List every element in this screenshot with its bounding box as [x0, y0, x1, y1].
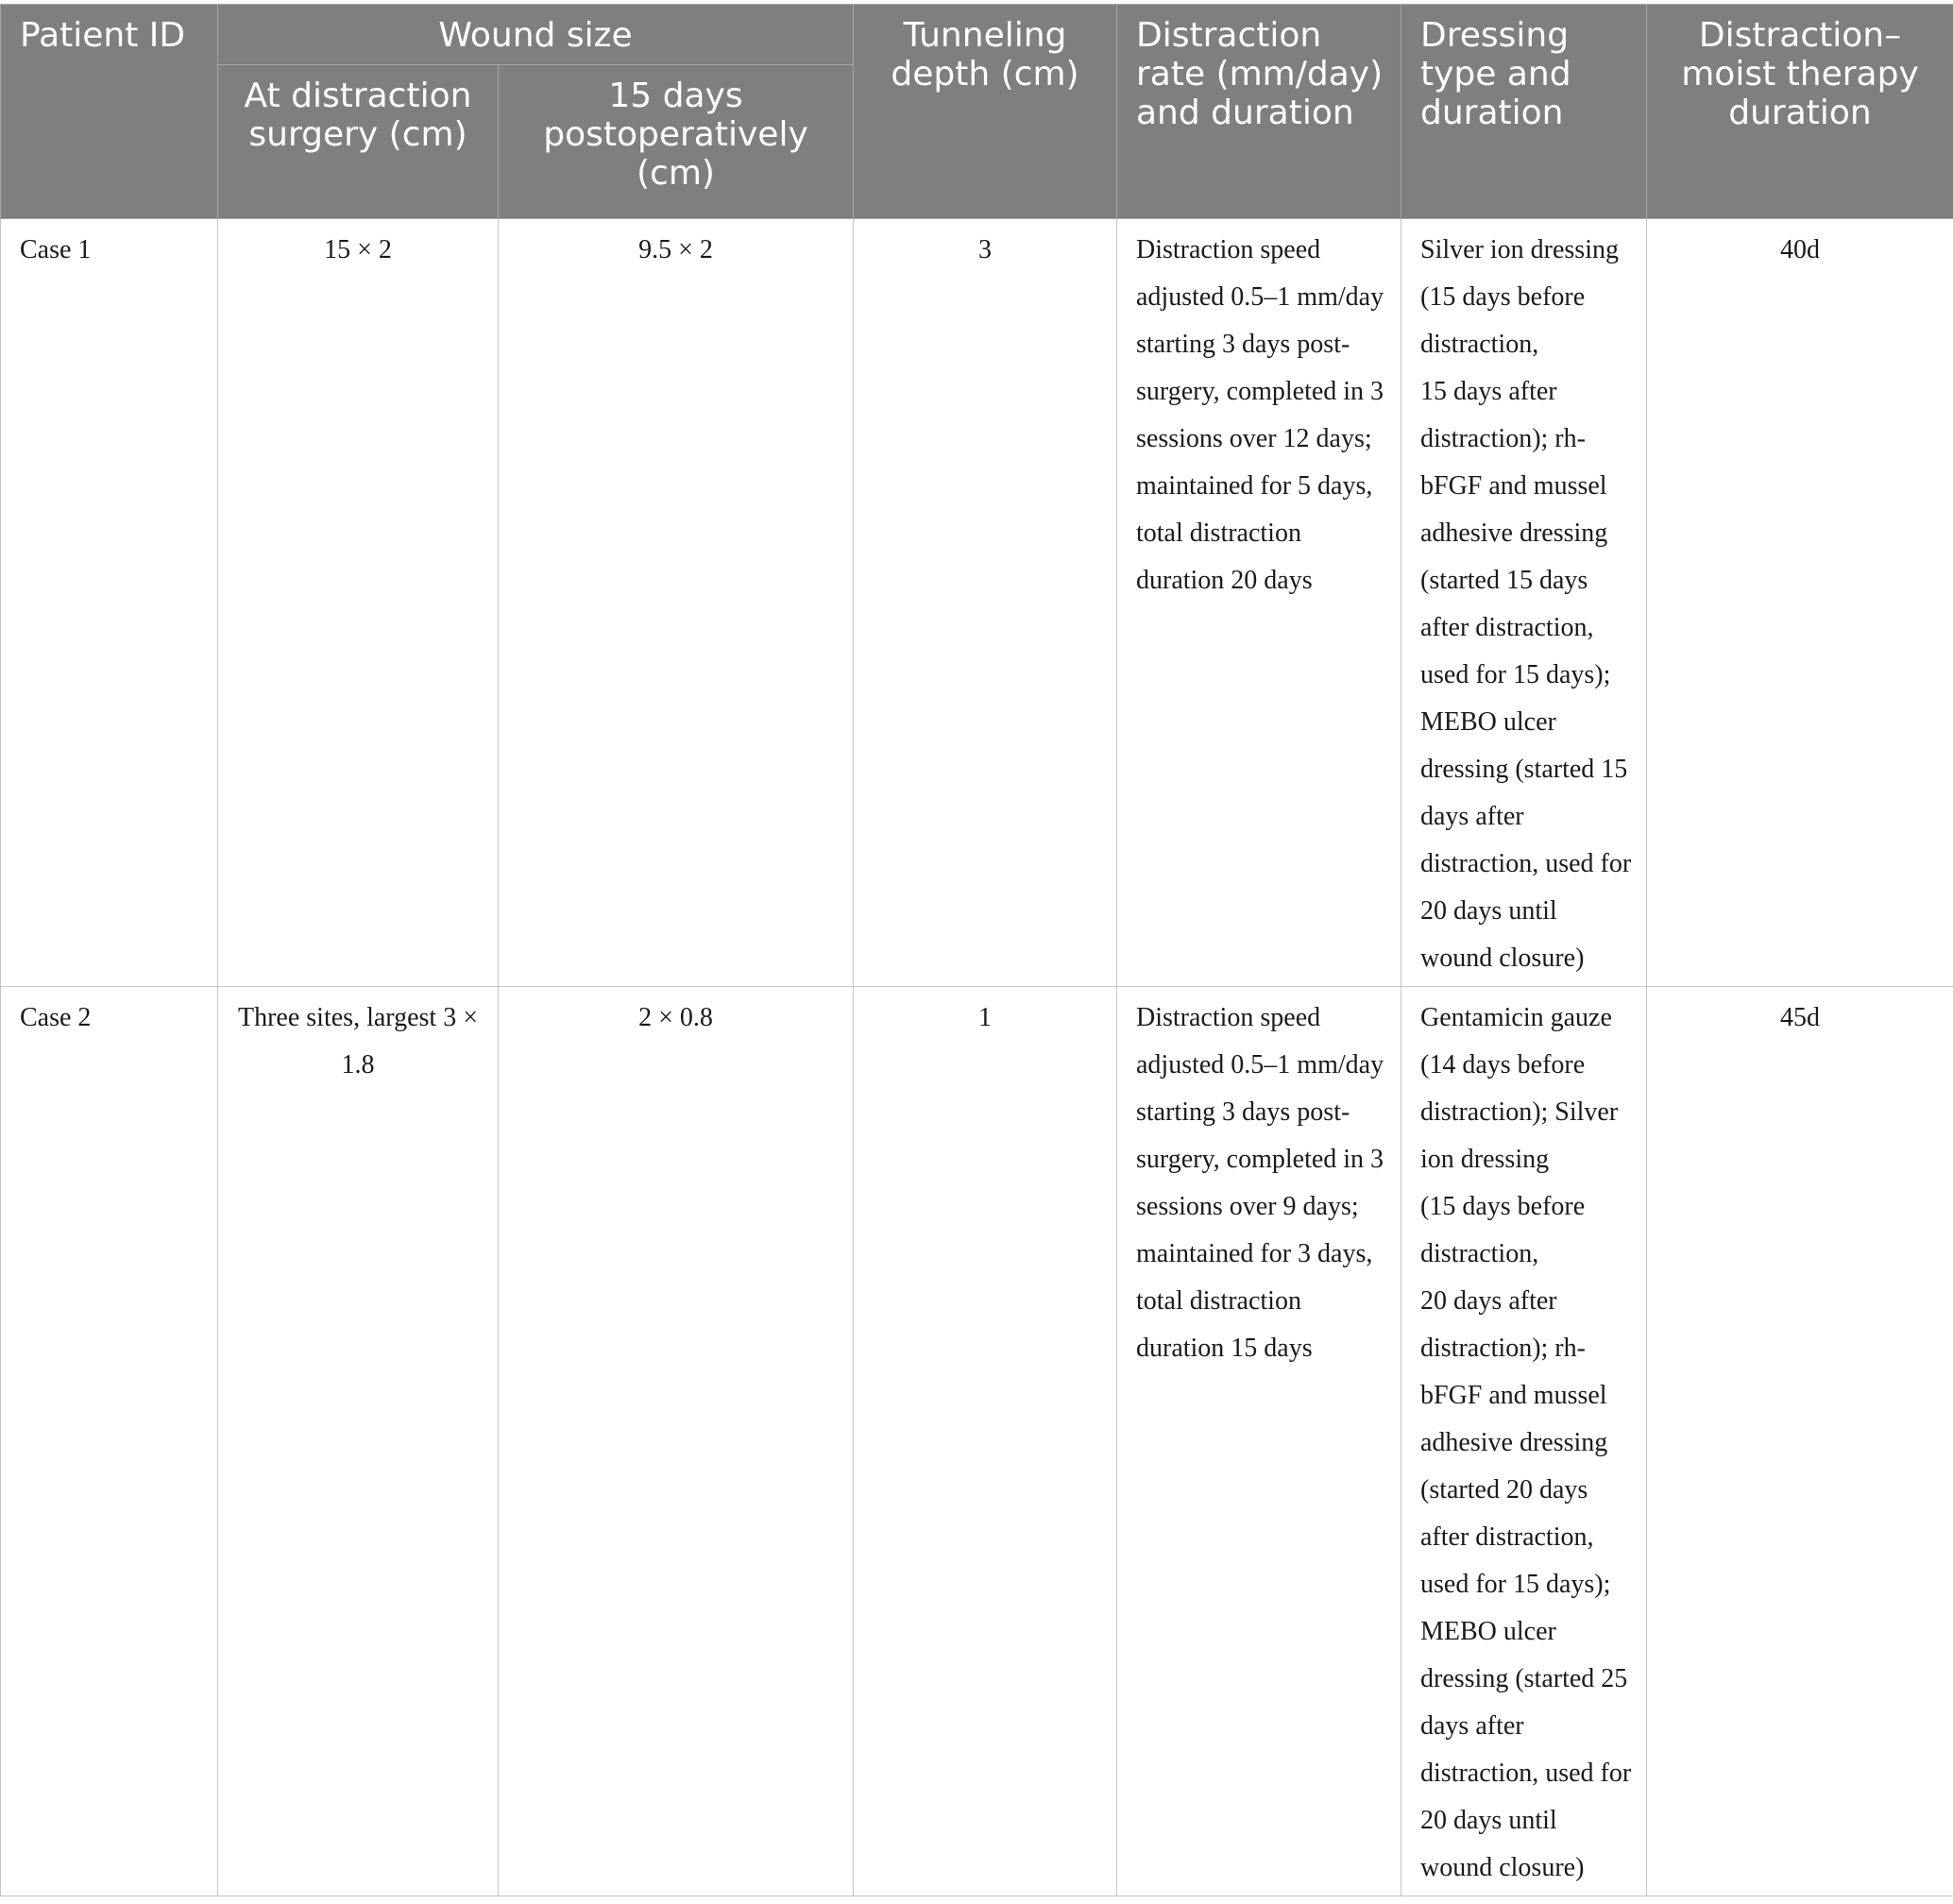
- cell-therapy-duration: 45d: [1647, 987, 1953, 1896]
- header-distraction-rate: Distraction rate (mm/day) and duration: [1117, 5, 1401, 219]
- cell-wound-postop-15: 2 × 0.8: [499, 987, 854, 1896]
- cell-dressing: Gentamicin gauze (14 days before distraction); Silver ion dressing (15 days before distraction, 20 days after distraction); rh-bFGF and mussel adhesive dressing (started 20 days after distraction, used for 15 days); MEBO ulcer dressing (started 25 days after distraction, used for 20 days until wound closure): [1401, 987, 1647, 1896]
- cell-wound-postop-15: 9.5 × 2: [499, 219, 854, 987]
- cell-tunneling-depth: 3: [854, 219, 1117, 987]
- cell-wound-at-distraction: 15 × 2: [218, 219, 499, 987]
- header-dressing: Dressing type and duration: [1401, 5, 1647, 219]
- cell-distraction-rate: Distraction speed adjusted 0.5–1 mm/day starting 3 days post-surgery, completed in 3 sessions over 12 days; maintained for 5 days, total distraction duration 20 days: [1117, 219, 1401, 987]
- cell-distraction-rate: Distraction speed adjusted 0.5–1 mm/day starting 3 days post-surgery, completed in 3 sessions over 9 days; maintained for 3 days, total distraction duration 15 days: [1117, 987, 1401, 1896]
- table-row: [1, 219, 1953, 987]
- table-header: [1, 5, 1953, 219]
- header-at-distraction-surgery: At distraction surgery (cm): [218, 65, 499, 219]
- header-patient-id: Patient ID: [1, 5, 218, 219]
- table-body: [1, 219, 1953, 1896]
- cell-wound-at-distraction: Three sites, largest 3 × 1.8: [218, 987, 499, 1896]
- header-postop-15-days: 15 days postoperatively (cm): [499, 65, 854, 219]
- cell-patient-id: Case 2: [1, 987, 218, 1896]
- table-row: [1, 987, 1953, 1896]
- cell-tunneling-depth: 1: [854, 987, 1117, 1896]
- cell-patient-id: Case 1: [1, 219, 218, 987]
- clinical-data-table: [0, 4, 1953, 1896]
- header-row-1: [1, 5, 1953, 65]
- header-wound-size: Wound size: [218, 5, 854, 65]
- cell-dressing: Silver ion dressing (15 days before distraction, 15 days after distraction); rh-bFGF and mussel adhesive dressing (started 15 days after distraction, used for 15 days); MEBO ulcer dressing (started 15 days after distraction, used for 20 days until wound closure): [1401, 219, 1647, 987]
- header-therapy-duration: Distraction–moist therapy duration: [1647, 5, 1953, 219]
- cell-therapy-duration: 40d: [1647, 219, 1953, 987]
- header-tunneling-depth: Tunneling depth (cm): [854, 5, 1117, 219]
